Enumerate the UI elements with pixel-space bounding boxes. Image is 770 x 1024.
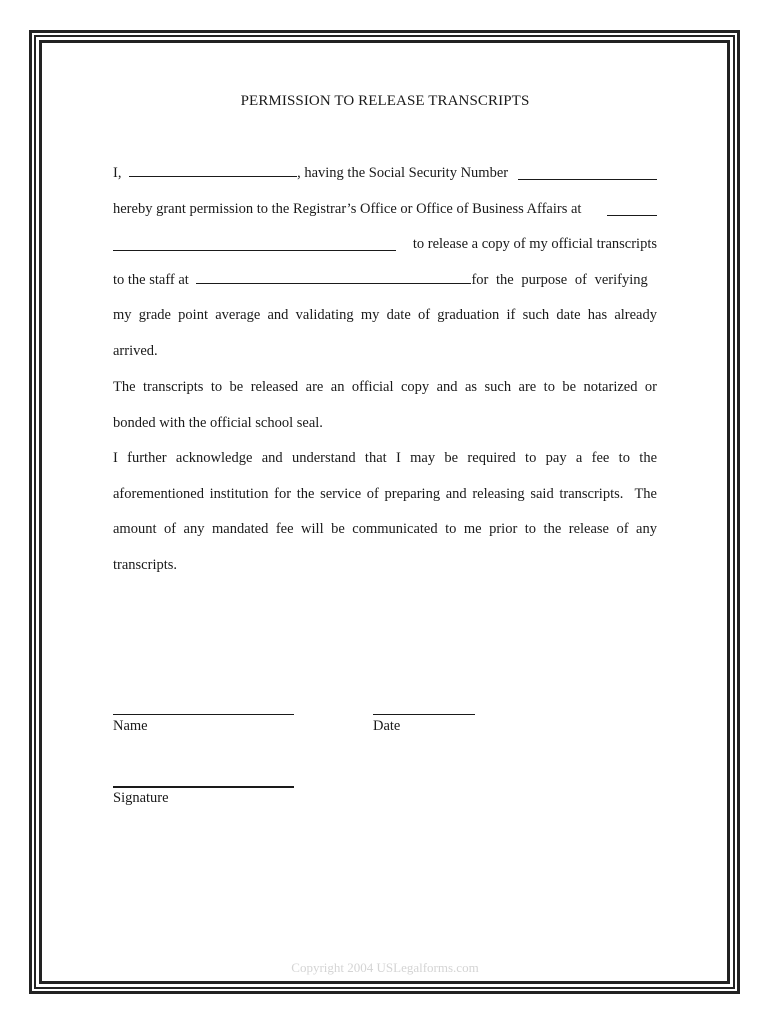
- signature-label: Signature: [113, 790, 169, 806]
- staff-blank-field[interactable]: [196, 270, 471, 284]
- line-6: arrived.: [113, 342, 158, 359]
- text-grant: hereby grant permission to the Registrar’s Office or Office of Business Affairs at: [113, 200, 582, 217]
- institution-blank-field-2[interactable]: [113, 237, 396, 251]
- paragraph-fee: [113, 441, 657, 583]
- line-4: [113, 263, 657, 299]
- line-1: [113, 156, 657, 192]
- text-ssn-lead: , having the Social Security Number: [297, 165, 509, 181]
- date-signature-line[interactable]: [373, 714, 475, 715]
- name-blank-field[interactable]: [129, 163, 297, 177]
- paragraph-official-copy: [113, 370, 657, 441]
- text-staff-at: to the staff at: [113, 271, 189, 288]
- name-signature-line[interactable]: [113, 714, 294, 715]
- text-i: I,: [113, 165, 122, 181]
- ssn-blank-field[interactable]: [518, 166, 657, 180]
- line-9: I further acknowledge and understand that I may be required to pay a fee to the: [113, 450, 657, 466]
- line-5: my grade point average and validating my date of graduation if such date has already: [113, 307, 657, 324]
- line-8: bonded with the official school seal.: [113, 414, 323, 431]
- copyright-watermark: Copyright 2004 USLegalforms.com: [291, 960, 479, 975]
- text-purpose: for the purpose of verifying: [471, 271, 648, 288]
- signature-line[interactable]: [113, 786, 294, 788]
- line-12: transcripts.: [113, 556, 178, 573]
- line-3: [113, 227, 657, 263]
- name-label: Name: [113, 718, 148, 734]
- document-title: PERMISSION TO RELEASE TRANSCRIPTS: [240, 93, 530, 109]
- date-label: Date: [373, 718, 401, 734]
- line-10: aforementioned institution for the service of preparing and releasing said transcripts. The: [113, 485, 657, 502]
- line-2: [113, 192, 657, 228]
- line-7: The transcripts to be released are an official copy and as such are to be notarized or: [113, 379, 657, 395]
- line-11: amount of any mandated fee will be communicated to me prior to the release of any: [113, 521, 657, 538]
- paragraph-permission: [113, 156, 657, 370]
- text-release-copy: to release a copy of my official transcripts: [412, 236, 657, 253]
- institution-blank-field-1[interactable]: [607, 202, 657, 216]
